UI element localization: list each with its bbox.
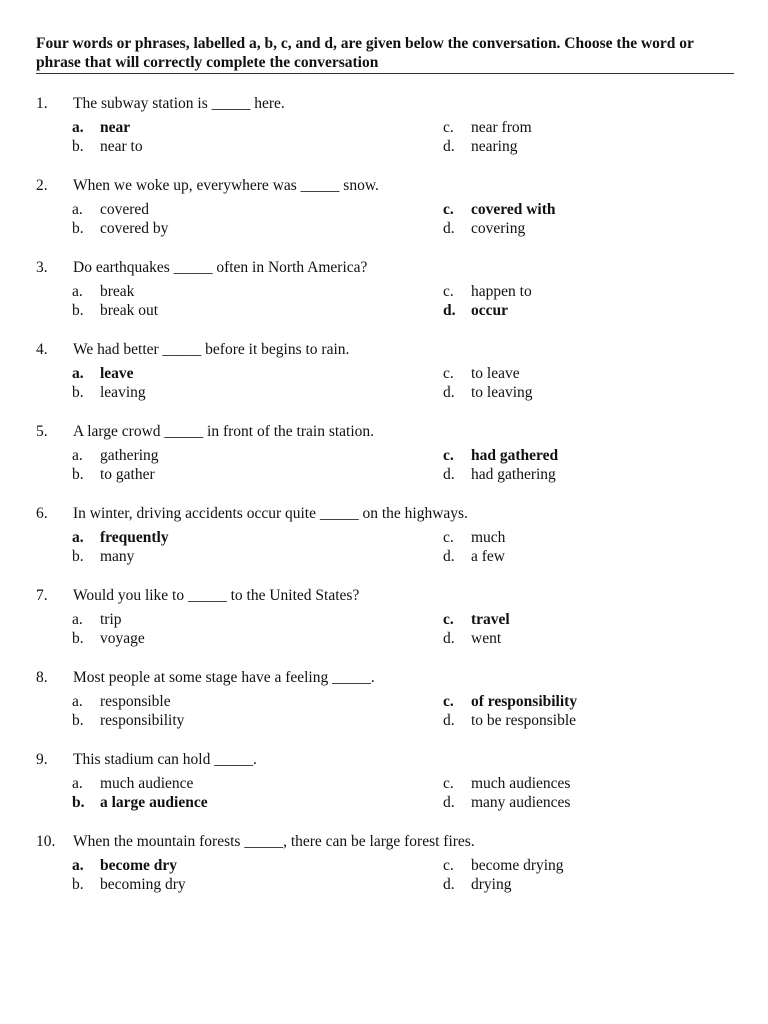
option-letter: b. [72, 384, 84, 401]
question-list [0, 94, 768, 914]
option-text: of responsibility [471, 693, 578, 710]
option-letter: a. [72, 611, 83, 628]
question-text: When the mountain forests _____, there can be large forest fires. [73, 833, 475, 850]
option-text: covered [100, 201, 150, 218]
option-text: break out [100, 302, 159, 319]
option-text: frequently [100, 529, 169, 546]
option-text: had gathered [471, 447, 559, 464]
option-letter: d. [443, 302, 456, 319]
option-text: become drying [471, 857, 564, 874]
question-item [0, 586, 768, 668]
option-text: happen to [471, 283, 532, 300]
option-letter: d. [443, 384, 455, 401]
question-line [0, 668, 768, 688]
question-line [0, 504, 768, 524]
option-letter: a. [72, 283, 83, 300]
option-text: to leave [471, 365, 520, 382]
option-text: much audiences [471, 775, 571, 792]
question-line [0, 832, 768, 852]
option-text: to be responsible [471, 712, 577, 729]
option-letter: a. [72, 775, 83, 792]
option-letter: d. [443, 630, 455, 647]
question-text: In winter, driving accidents occur quite _____ on the highways. [73, 505, 468, 522]
option-text: travel [471, 611, 510, 628]
question-item [0, 668, 768, 750]
option-letter: a. [72, 119, 84, 136]
option-text: voyage [100, 630, 145, 647]
option-letter: c. [443, 365, 454, 382]
option-text: becoming dry [100, 876, 186, 893]
option-letter: d. [443, 712, 455, 729]
option-letter: b. [72, 220, 84, 237]
option-text: to leaving [471, 384, 533, 401]
question-item [0, 340, 768, 422]
option-letter: a. [72, 693, 83, 710]
question-line [0, 586, 768, 606]
option-letter: d. [443, 220, 455, 237]
option-text: leaving [100, 384, 146, 401]
question-item [0, 176, 768, 258]
question-number: 9. [36, 751, 48, 768]
option-letter: c. [443, 529, 454, 546]
option-text: responsible [100, 693, 171, 710]
option-letter: b. [72, 876, 84, 893]
question-number: 4. [36, 341, 48, 358]
option-text: leave [100, 365, 134, 382]
option-letter: c. [443, 857, 454, 874]
option-text: went [471, 630, 502, 647]
question-number: 5. [36, 423, 48, 440]
option-letter: c. [443, 201, 454, 218]
option-text: a few [471, 548, 505, 565]
option-letter: c. [443, 611, 454, 628]
question-text: Do earthquakes _____ often in North America? [73, 259, 368, 276]
question-number: 8. [36, 669, 48, 686]
option-text: responsibility [100, 712, 185, 729]
option-letter: b. [72, 794, 85, 811]
option-letter: d. [443, 548, 455, 565]
question-text: This stadium can hold _____. [73, 751, 257, 768]
question-item [0, 832, 768, 914]
option-text: much [471, 529, 506, 546]
question-item [0, 750, 768, 832]
option-text: many [100, 548, 135, 565]
option-letter: a. [72, 447, 83, 464]
option-letter: d. [443, 876, 455, 893]
option-letter: c. [443, 119, 454, 136]
question-line [0, 340, 768, 360]
option-text: nearing [471, 138, 518, 155]
option-letter: c. [443, 447, 454, 464]
option-letter: b. [72, 712, 84, 729]
option-text: much audience [100, 775, 194, 792]
question-item [0, 422, 768, 504]
question-line [0, 94, 768, 114]
option-text: covered with [471, 201, 556, 218]
instructions-text: Four words or phrases, labelled a, b, c, and d, are given below the conversation. Choose the word or phrase that will correctly complete the conversation [36, 35, 694, 71]
option-letter: b. [72, 302, 84, 319]
option-text: become dry [100, 857, 178, 874]
question-text: Would you like to _____ to the United States? [73, 587, 360, 604]
question-text: The subway station is _____ here. [73, 95, 285, 112]
question-number: 7. [36, 587, 48, 604]
option-letter: d. [443, 138, 455, 155]
question-line [0, 258, 768, 278]
option-text: near [100, 119, 131, 136]
option-letter: c. [443, 283, 454, 300]
option-letter: d. [443, 794, 455, 811]
question-number: 6. [36, 505, 48, 522]
option-letter: c. [443, 693, 454, 710]
option-letter: c. [443, 775, 454, 792]
option-text: drying [471, 876, 512, 893]
question-item [0, 258, 768, 340]
question-line [0, 176, 768, 196]
option-text: near from [471, 119, 532, 136]
option-text: covering [471, 220, 526, 237]
option-text: a large audience [100, 794, 208, 811]
option-letter: a. [72, 201, 83, 218]
question-text: A large crowd _____ in front of the train station. [73, 423, 375, 440]
option-letter: b. [72, 630, 84, 647]
option-letter: b. [72, 548, 84, 565]
option-text: had gathering [471, 466, 556, 483]
header-divider [36, 73, 734, 74]
question-number: 3. [36, 259, 48, 276]
option-text: many audiences [471, 794, 571, 811]
option-letter: b. [72, 138, 84, 155]
option-text: to gather [100, 466, 155, 483]
option-letter: a. [72, 529, 84, 546]
question-text: Most people at some stage have a feeling _____. [73, 669, 375, 686]
option-letter: a. [72, 365, 84, 382]
option-text: near to [100, 138, 143, 155]
question-item [0, 94, 768, 176]
question-line [0, 422, 768, 442]
question-line [0, 750, 768, 770]
question-text: When we woke up, everywhere was _____ snow. [73, 177, 379, 194]
option-text: break [100, 283, 135, 300]
option-letter: a. [72, 857, 84, 874]
question-number: 2. [36, 177, 48, 194]
option-letter: d. [443, 466, 455, 483]
option-text: covered by [100, 220, 169, 237]
question-text: We had better _____ before it begins to rain. [73, 341, 350, 358]
question-number: 10. [36, 833, 56, 850]
option-text: trip [100, 611, 122, 628]
option-text: occur [471, 302, 509, 319]
question-number: 1. [36, 95, 48, 112]
question-item [0, 504, 768, 586]
option-text: gathering [100, 447, 159, 464]
option-letter: b. [72, 466, 84, 483]
